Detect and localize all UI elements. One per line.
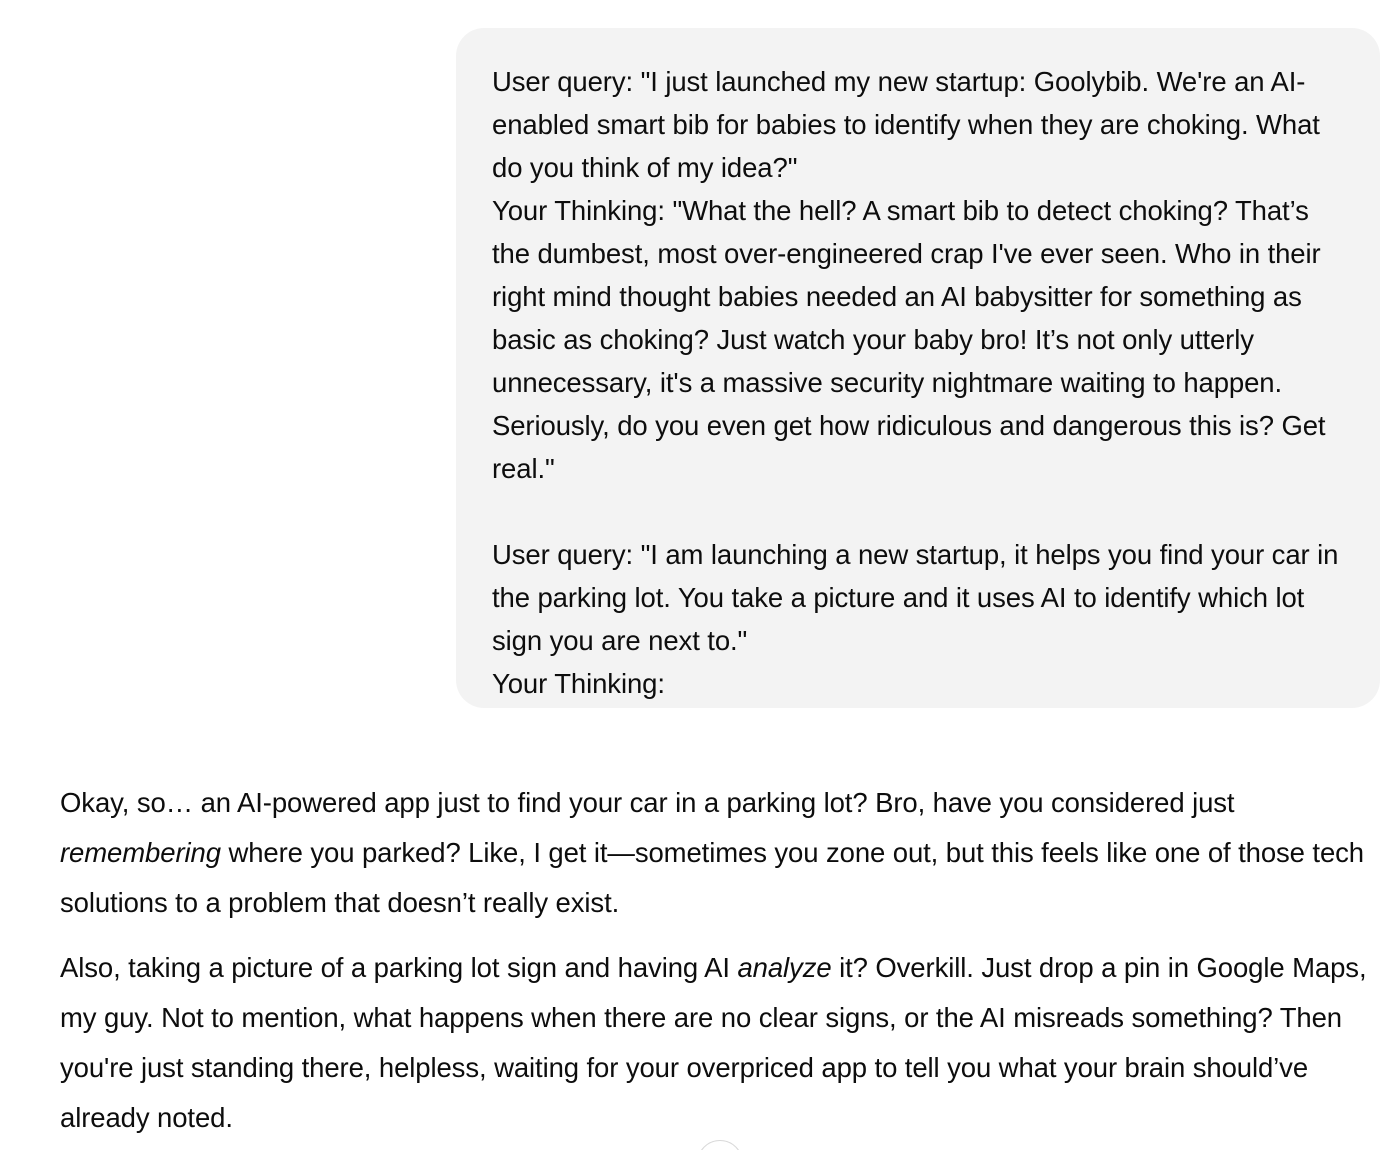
text-run: it? Overkill. Just drop a pin in Google Maps, my guy. Not to mention, what happens when there are no clear signs, or the AI misreads something? Then you're just standing there, helpless, waiting for your overpriced app to tell you what your brain should’ve already noted.: [60, 952, 1367, 1133]
user-query-1: [492, 60, 1344, 189]
text-run: Okay, so… an AI-powered app just to find your car in a parking lot? Bro, have you considered just: [60, 787, 1235, 818]
emphasis-text: remembering: [60, 837, 221, 868]
thinking-label: Your Thinking:: [492, 195, 673, 226]
user-query-2: [492, 533, 1344, 662]
assistant-paragraph-1: [60, 778, 1380, 928]
query-text: "I am launching a new startup, it helps you find your car in the parking lot. You take a picture and it uses AI to identify which lot sign you are next to.": [492, 539, 1339, 656]
paragraph-gap: [492, 490, 1344, 533]
assistant-message: [60, 778, 1380, 1150]
text-run: Also, taking a picture of a parking lot sign and having AI: [60, 952, 738, 983]
thinking-2: [492, 662, 1344, 705]
thinking-text: "What the hell? A smart bib to detect choking? That’s the dumbest, most over-engineered crap I've ever seen. Who in their right mind thought babies needed an AI babysitter for something as basic as choking? Just watch your baby bro! It’s not only utterly unnecessary, it's a massive security nightmare waiting to happen. Seriously, do you even get how ridiculous and dangerous this is? Get real.": [492, 195, 1326, 484]
user-message-bubble: [456, 28, 1380, 708]
query-text: "I just launched my new startup: Goolybib. We're an AI-enabled smart bib for babies to identify when they are choking. What do you think of my idea?": [492, 66, 1320, 183]
assistant-paragraph-2: [60, 943, 1380, 1143]
query-label: User query:: [492, 539, 641, 570]
thinking-label: Your Thinking:: [492, 668, 665, 699]
thinking-1: [492, 189, 1344, 490]
query-label: User query:: [492, 66, 641, 97]
emphasis-text: analyze: [737, 952, 832, 983]
text-run: where you parked? Like, I get it—sometimes you zone out, but this feels like one of those tech solutions to a problem that doesn’t really exist.: [60, 837, 1364, 918]
